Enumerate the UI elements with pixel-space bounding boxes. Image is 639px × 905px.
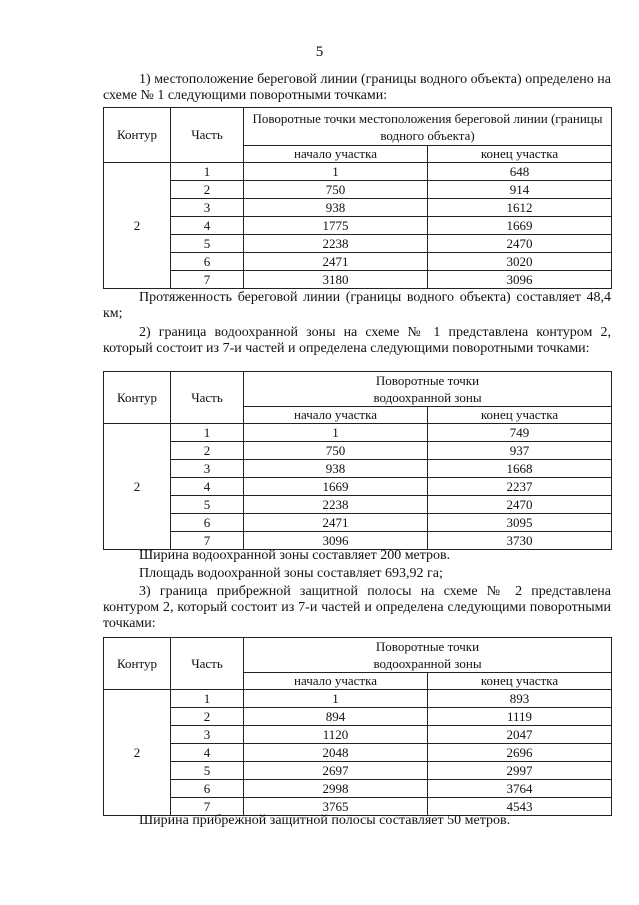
- cell-start: 938: [244, 460, 428, 478]
- header-line: Поворотные точки: [375, 373, 480, 388]
- cell-contour: 2: [104, 163, 171, 289]
- header-line: водоохранной зоны: [373, 390, 482, 405]
- cell-part: 1: [171, 424, 244, 442]
- header-start: начало участка: [244, 407, 428, 424]
- cell-end: 937: [428, 442, 612, 460]
- cell-end: 2237: [428, 478, 612, 496]
- cell-part: 7: [171, 271, 244, 289]
- cell-part: 6: [171, 514, 244, 532]
- paragraph-text: 1) местоположение береговой линии (границы водного объекта) определено на схеме № 1 следующими поворотными точками:: [103, 72, 611, 103]
- table-row: [104, 744, 612, 762]
- cell-part: 4: [171, 744, 244, 762]
- coastal-protection-strip-table: [103, 637, 612, 816]
- table-row: [104, 424, 612, 442]
- cell-end: 3095: [428, 514, 612, 532]
- table-row: [104, 253, 612, 271]
- cell-start: 1: [244, 690, 428, 708]
- cell-start: 2238: [244, 496, 428, 514]
- cell-end: 3764: [428, 780, 612, 798]
- cell-end: 1668: [428, 460, 612, 478]
- cell-part: 4: [171, 478, 244, 496]
- table-row: [104, 460, 612, 478]
- header-contour: Контур: [104, 108, 171, 163]
- cell-end: 3096: [428, 271, 612, 289]
- cell-start: 2697: [244, 762, 428, 780]
- cell-part: 3: [171, 199, 244, 217]
- paragraph-text: 2) граница водоохранной зоны на схеме № 1 представлена контуром 2, который состоит из 7-и частей и определена следующими поворотными точками:: [103, 325, 611, 356]
- cell-start: 750: [244, 442, 428, 460]
- cell-start: 3096: [244, 532, 428, 550]
- cell-part: 1: [171, 690, 244, 708]
- cell-end: 1669: [428, 217, 612, 235]
- page-number: 5: [315, 44, 324, 60]
- header-shoreline-points: Поворотные точки местоположения береговой линии (границы водного объекта): [244, 108, 612, 146]
- cell-end: 2470: [428, 496, 612, 514]
- cell-end: 648: [428, 163, 612, 181]
- table-row: [104, 199, 612, 217]
- cell-start: 750: [244, 181, 428, 199]
- cell-start: 1669: [244, 478, 428, 496]
- shoreline-points-table: [103, 107, 612, 289]
- table-row: [104, 496, 612, 514]
- cell-start: 2238: [244, 235, 428, 253]
- table-row: [104, 217, 612, 235]
- cell-part: 4: [171, 217, 244, 235]
- cell-end: 2047: [428, 726, 612, 744]
- cell-end: 914: [428, 181, 612, 199]
- table-row: [104, 163, 612, 181]
- header-contour: Контур: [104, 372, 171, 424]
- header-end: конец участка: [428, 673, 612, 690]
- table-body: [104, 163, 612, 289]
- cell-part: 7: [171, 798, 244, 816]
- table-row: [104, 726, 612, 744]
- table-row: [104, 514, 612, 532]
- paragraph-water-zone-intro: [103, 325, 611, 357]
- paragraph-shoreline-length: [103, 290, 611, 322]
- header-line: водоохранной зоны: [373, 656, 482, 671]
- header-zone-points: [244, 372, 612, 407]
- paragraph-text: Протяженность береговой линии (границы водного объекта) составляет 48,4 км;: [103, 290, 611, 321]
- cell-start: 2471: [244, 514, 428, 532]
- header-end: конец участка: [428, 407, 612, 424]
- paragraph-text: Ширина прибрежной защитной полосы составляет 50 метров.: [139, 813, 511, 828]
- table-row: [104, 181, 612, 199]
- cell-part: 2: [171, 442, 244, 460]
- cell-end: 2997: [428, 762, 612, 780]
- cell-part: 5: [171, 762, 244, 780]
- cell-end: 893: [428, 690, 612, 708]
- cell-start: 3180: [244, 271, 428, 289]
- cell-part: 5: [171, 496, 244, 514]
- table-row: [104, 708, 612, 726]
- table-row: [104, 690, 612, 708]
- header-start: начало участка: [244, 146, 428, 163]
- paragraph-text: Ширина водоохранной зоны составляет 200 метров.: [139, 548, 451, 563]
- header-zone-points: [244, 638, 612, 673]
- cell-start: 1120: [244, 726, 428, 744]
- table-row: [104, 271, 612, 289]
- table-row: [104, 762, 612, 780]
- paragraph-text: Площадь водоохранной зоны составляет 693,92 га;: [139, 566, 443, 581]
- table-row: [104, 532, 612, 550]
- paragraph-coastal-strip-intro: [103, 584, 611, 632]
- cell-contour: 2: [104, 690, 171, 816]
- table-row: [104, 478, 612, 496]
- cell-end: 4543: [428, 798, 612, 816]
- cell-start: 3765: [244, 798, 428, 816]
- cell-start: 938: [244, 199, 428, 217]
- cell-start: 894: [244, 708, 428, 726]
- paragraph-zone-width: [103, 548, 611, 564]
- header-part: Часть: [171, 108, 244, 163]
- paragraph-shoreline-intro: [103, 72, 611, 104]
- cell-end: 1119: [428, 708, 612, 726]
- cell-start: 1775: [244, 217, 428, 235]
- cell-part: 7: [171, 532, 244, 550]
- table-row: [104, 235, 612, 253]
- header-contour: Контур: [104, 638, 171, 690]
- cell-start: 2471: [244, 253, 428, 271]
- header-line: Поворотные точки: [375, 639, 480, 654]
- cell-part: 2: [171, 181, 244, 199]
- cell-end: 3020: [428, 253, 612, 271]
- table-row: [104, 442, 612, 460]
- water-protection-zone-table: [103, 371, 612, 550]
- cell-end: 749: [428, 424, 612, 442]
- table-body: [104, 690, 612, 816]
- cell-part: 1: [171, 163, 244, 181]
- cell-part: 6: [171, 253, 244, 271]
- cell-start: 2998: [244, 780, 428, 798]
- cell-part: 5: [171, 235, 244, 253]
- paragraph-strip-width: [103, 813, 611, 829]
- cell-part: 3: [171, 460, 244, 478]
- cell-end: 3730: [428, 532, 612, 550]
- cell-end: 1612: [428, 199, 612, 217]
- table-body: [104, 424, 612, 550]
- header-part: Часть: [171, 372, 244, 424]
- table-row: [104, 780, 612, 798]
- cell-start: 1: [244, 424, 428, 442]
- cell-contour: 2: [104, 424, 171, 550]
- header-start: начало участка: [244, 673, 428, 690]
- paragraph-zone-area: [103, 566, 611, 582]
- cell-start: 1: [244, 163, 428, 181]
- cell-part: 2: [171, 708, 244, 726]
- cell-end: 2696: [428, 744, 612, 762]
- paragraph-text: 3) граница прибрежной защитной полосы на схеме № 2 представлена контуром 2, который состоит из 7-и частей и определена следующими поворотными точками:: [103, 584, 611, 631]
- cell-start: 2048: [244, 744, 428, 762]
- cell-part: 6: [171, 780, 244, 798]
- cell-part: 3: [171, 726, 244, 744]
- cell-end: 2470: [428, 235, 612, 253]
- header-end: конец участка: [428, 146, 612, 163]
- header-part: Часть: [171, 638, 244, 690]
